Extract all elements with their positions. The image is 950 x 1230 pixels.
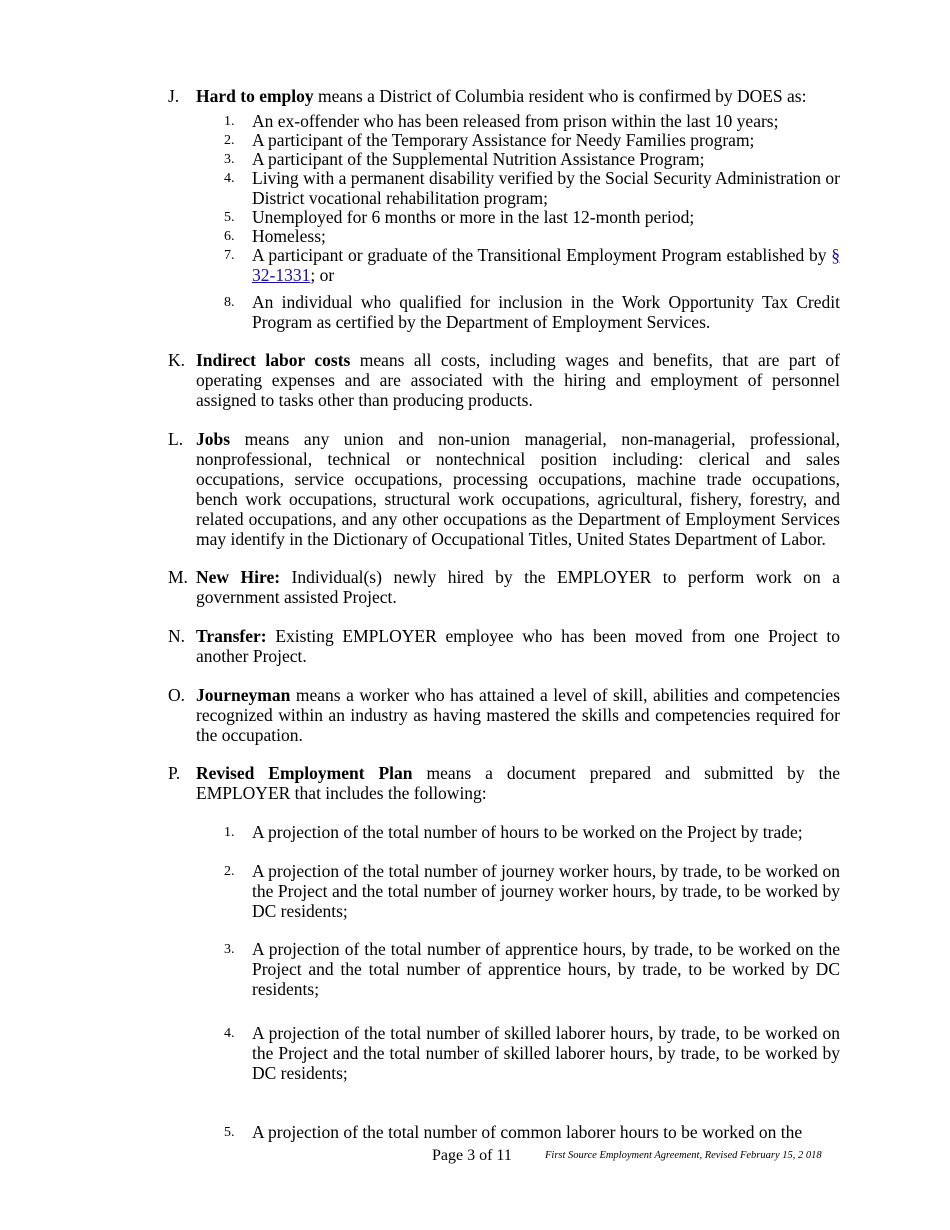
section-letter: L. <box>168 429 184 449</box>
definition-term: Journeyman <box>196 685 291 705</box>
definition-term: Jobs <box>196 429 231 449</box>
definition-j <box>168 86 840 106</box>
definition-term: Revised Employment Plan <box>196 763 413 783</box>
definition-term: Hard to employ <box>196 86 314 106</box>
list-item: 3. A participant of the Supplemental Nutrition Assistance Program; <box>224 149 705 169</box>
page-number: Page 3 of 11 <box>432 1147 512 1164</box>
section-letter: O. <box>168 685 186 705</box>
statute-link[interactable]: § 32-1331 <box>252 245 840 285</box>
definition-text: means a District of Columbia resident who is confirmed by DOES as: <box>313 86 807 106</box>
definition-text: means a document prepared and submitted by the EMPLOYER that includes the following: <box>196 763 840 803</box>
definition-text: Individual(s) newly hired by the EMPLOYER to perform work on a government assisted Project. <box>196 567 840 607</box>
definition-o <box>168 685 840 745</box>
section-letter: K. <box>168 350 186 370</box>
list-item: 2. A projection of the total number of journey worker hours, by trade, to be worked on the Project and the total number of journey worker hours, by trade, to be worked by DC residents; <box>224 861 840 921</box>
footer-note: First Source Employment Agreement, Revised February 15, 2 018 <box>545 1150 822 1161</box>
section-letter: M. <box>168 567 188 587</box>
definition-text: means a worker who has attained a level of skill, abilities and competencies recognized within an industry as having mastered the skills and competencies required for the occupation. <box>196 685 840 745</box>
definition-m <box>168 567 840 607</box>
list-item: 4. A projection of the total number of skilled laborer hours, by trade, to be worked on the Project and the total number of skilled laborer hours, by trade, to be worked by DC residents; <box>224 1023 840 1083</box>
definition-term: New Hire: <box>196 567 281 587</box>
list-item: 2. A participant of the Temporary Assistance for Needy Families program; <box>224 130 755 150</box>
definition-p <box>168 763 840 803</box>
definition-text: means all costs, including wages and benefits, that are part of operating expenses and are associated with the hiring and employment of personnel assigned to tasks other than producing products. <box>196 350 840 410</box>
list-item: 1. An ex-offender who has been released from prison within the last 10 years; <box>224 111 779 131</box>
list-item: 3. A projection of the total number of apprentice hours, by trade, to be worked on the Project and the total number of apprentice hours, by trade, to be worked by DC residents; <box>224 939 840 999</box>
list-item: 5. Unemployed for 6 months or more in the last 12-month period; <box>224 207 695 227</box>
list-item: 4. Living with a permanent disability verified by the Social Security Administration or District vocational rehabilitation program; <box>224 168 840 208</box>
definition-term: Indirect labor costs <box>196 350 351 370</box>
list-item: 8. An individual who qualified for inclusion in the Work Opportunity Tax Credit Program as certified by the Department of Employment Services. <box>224 292 840 332</box>
list-item: 1. A projection of the total number of hours to be worked on the Project by trade; <box>224 822 803 842</box>
section-letter: P. <box>168 763 181 783</box>
list-item: 5. A projection of the total number of common laborer hours to be worked on the <box>224 1122 803 1142</box>
list-item: 6. Homeless; <box>224 226 326 246</box>
definition-text: means any union and non-union managerial, non-managerial, professional, nonprofessional, technical or nontechnical position including: clerical and sales occupations, service occupations, processing occupations, machine trade occupations, bench work occupations, structural work occupations, agricultural, fishery, forestry, and related occupations, and any other occupations as the Department of Employment Services may identify in the Dictionary of Occupational Titles, United States Department of Labor. <box>196 429 840 549</box>
definition-text: Existing EMPLOYER employee who has been moved from one Project to another Project. <box>196 626 840 666</box>
definition-n <box>168 626 840 666</box>
definition-l <box>168 429 840 549</box>
section-letter: J. <box>168 86 180 106</box>
section-letter: N. <box>168 626 186 646</box>
list-item: 7. A participant or graduate of the Transitional Employment Program established by § 32-1331; or <box>224 245 840 285</box>
definition-term: Transfer: <box>196 626 267 646</box>
definition-k <box>168 350 840 410</box>
